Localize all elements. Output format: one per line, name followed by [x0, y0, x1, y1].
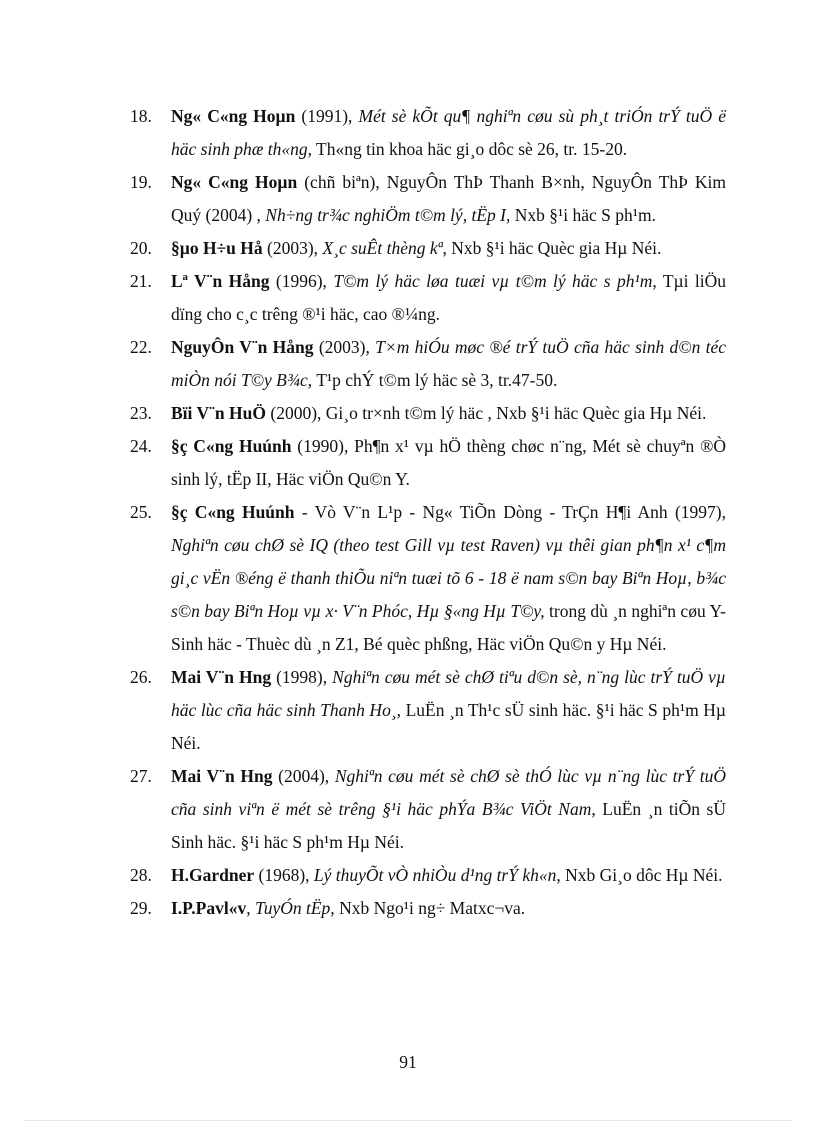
reference-year: (1996), [269, 271, 334, 291]
reference-author: §µo H÷u Hå [171, 238, 263, 258]
reference-source: , LuËn ¸n Th¹c sÜ sinh häc. §¹i häc S ph¹m Hµ Néi. [171, 700, 726, 753]
reference-number: 22. [130, 337, 152, 357]
reference-text [171, 265, 726, 331]
reference-author: Mai V¨n Hng [171, 667, 272, 687]
reference-number: 18. [130, 106, 152, 126]
reference-number: 28. [130, 865, 152, 885]
reference-item [130, 859, 726, 892]
reference-number: 25. [130, 502, 152, 522]
reference-item [130, 760, 726, 859]
reference-text [171, 232, 726, 265]
reference-author: H.Gardner [171, 865, 255, 885]
reference-source: , Nxb §¹i häc S ph¹m. [505, 205, 656, 225]
reference-author: §ç C«ng Huúnh [171, 436, 292, 456]
reference-number: 26. [130, 667, 152, 687]
reference-title: Nghiªn cøu mét sè chØ sè thÓ lùc vµ n¨ng lùc trÝ tuÖ cña sinh viªn ë mét sè trêng §¹i häc phÝa B¾c ViÖt Nam [171, 766, 727, 819]
reference-title: Nghiªn cøu chØ sè IQ (theo test Gill vµ test Raven) vµ thêi gian ph¶n x¹ c¶m gi¸c vËn ®éng ë thanh thiÕu niªn tuæi tõ 6 - 18 ë nam s©n bay Biªn Hoµ, b¾c s©n bay Biªn Hoµ vµ x· V¨n Phóc, Hµ §«ng Hµ T©y, [171, 535, 726, 621]
reference-item [130, 496, 726, 661]
reference-title: Nghiªn cøu mét sè chØ tiªu d©n sè, n¨ng lùc trÝ tuÖ vµ häc lùc cña häc sinh Thanh Ho¸ [171, 667, 726, 720]
reference-item [130, 397, 726, 430]
reference-number: 21. [130, 271, 152, 291]
reference-title: T×m hiÓu møc ®é trÝ tuÖ cña häc sinh d©n téc miÒn nói T©y B¾c [171, 337, 727, 390]
reference-year: (1990), [291, 436, 355, 456]
reference-source: , T¹p chÝ t©m lý häc sè 3, tr.47-50. [307, 370, 558, 390]
reference-source: , Nxb Gi¸o dôc Hµ Néi. [556, 865, 723, 885]
reference-title: X¸c suÊt thèng kª [322, 238, 443, 258]
reference-number: 20. [130, 238, 152, 258]
reference-number: 19. [130, 172, 152, 192]
reference-author: Lª V¨n Hång [171, 271, 270, 291]
reference-item [130, 100, 726, 166]
reference-item [130, 232, 726, 265]
reference-year: (2003), [313, 337, 376, 357]
reference-text [171, 166, 726, 232]
reference-item [130, 166, 726, 232]
reference-text [171, 760, 726, 859]
reference-list [130, 100, 726, 925]
reference-source: , Tµi liÖu dïng cho c¸c trêng ®¹i häc, cao ®¼ng. [171, 271, 727, 324]
reference-text [171, 100, 726, 166]
reference-item [130, 430, 726, 496]
reference-source: Gi¸o tr×nh t©m lý häc , Nxb §¹i häc Quèc gia Hµ Néi. [325, 403, 707, 423]
reference-item [130, 661, 726, 760]
page-bottom-divider [25, 1120, 791, 1121]
reference-number: 23. [130, 403, 152, 423]
reference-year: (2000), [266, 403, 326, 423]
reference-text [171, 331, 726, 397]
reference-year: (2003), [262, 238, 323, 258]
reference-year: (1968), [254, 865, 314, 885]
reference-text [171, 397, 726, 430]
reference-author: §ç C«ng Huúnh [171, 502, 295, 522]
reference-item [130, 265, 726, 331]
reference-author: Bïi V¨n HuÖ [171, 403, 266, 423]
reference-year: (1991), [295, 106, 359, 126]
reference-source: Th«ng tin khoa häc gi¸o dôc sè 26, tr. 15-20. [311, 139, 628, 159]
reference-text [171, 892, 726, 925]
reference-title: Nh÷ng tr¾c nghiÖm t©m lý, tËp I [265, 205, 506, 225]
reference-item [130, 331, 726, 397]
reference-title: TuyÓn tËp, [254, 898, 335, 918]
reference-source: Ph¶n x¹ vµ hÖ thèng chøc n¨ng, Mét sè chuyªn ®Ò sinh lý, tËp II, Häc viÖn Qu©n Y. [171, 436, 726, 489]
reference-author: I.P.Pavl«v [171, 898, 247, 918]
reference-author: NguyÔn V¨n Hång [171, 337, 314, 357]
reference-source: , LuËn ¸n tiÕn sÜ Sinh häc. §¹i häc S ph¹m Hµ Néi. [171, 799, 726, 852]
reference-text [171, 859, 726, 892]
reference-author: Ng« C«ng Hoµn [171, 172, 298, 192]
reference-number: 27. [130, 766, 152, 786]
reference-source: Nxb Ngo¹i ng÷ Matxc¬va. [334, 898, 526, 918]
reference-year: (1998), [271, 667, 333, 687]
reference-author: Ng« C«ng Hoµn [171, 106, 296, 126]
reference-year: (2004), [272, 766, 335, 786]
reference-number: 24. [130, 436, 152, 456]
reference-text [171, 496, 726, 661]
reference-text [171, 661, 726, 760]
reference-source: trong dù ¸n nghiªn cøu Y- Sinh häc - Thuèc dù ¸n Z1, Bé quèc phßng, Häc viÖn Qu©n y Hµ Néi. [171, 601, 726, 654]
reference-title: Lý thuyÕt vÒ nhiÒu d¹ng trÝ kh«n [313, 865, 557, 885]
reference-source: , Nxb §¹i häc Quèc gia Hµ Néi. [442, 238, 662, 258]
reference-item [130, 892, 726, 925]
reference-title: Mét sè kÕt qu¶ nghiªn cøu sù ph¸t triÓn trÝ tuÖ ë häc sinh phæ th«ng, [171, 106, 727, 159]
reference-text [171, 430, 726, 496]
reference-coauthors: NguyÔn ThÞ Thanh B×nh, NguyÔn ThÞ Kim Quý (2004) , [171, 172, 727, 225]
reference-year: - Vò V¨n L¹p - Ng« TiÕn Dòng - TrÇn H¶i Anh (1997), [294, 502, 726, 522]
reference-number: 29. [130, 898, 152, 918]
page-number: 91 [399, 1052, 417, 1072]
reference-year: , [246, 898, 255, 918]
reference-title: T©m lý häc løa tuæi vµ t©m lý häc s ph¹m [333, 271, 653, 291]
reference-year: (chñ biªn), [297, 172, 387, 192]
reference-author: Mai V¨n Hng [171, 766, 273, 786]
